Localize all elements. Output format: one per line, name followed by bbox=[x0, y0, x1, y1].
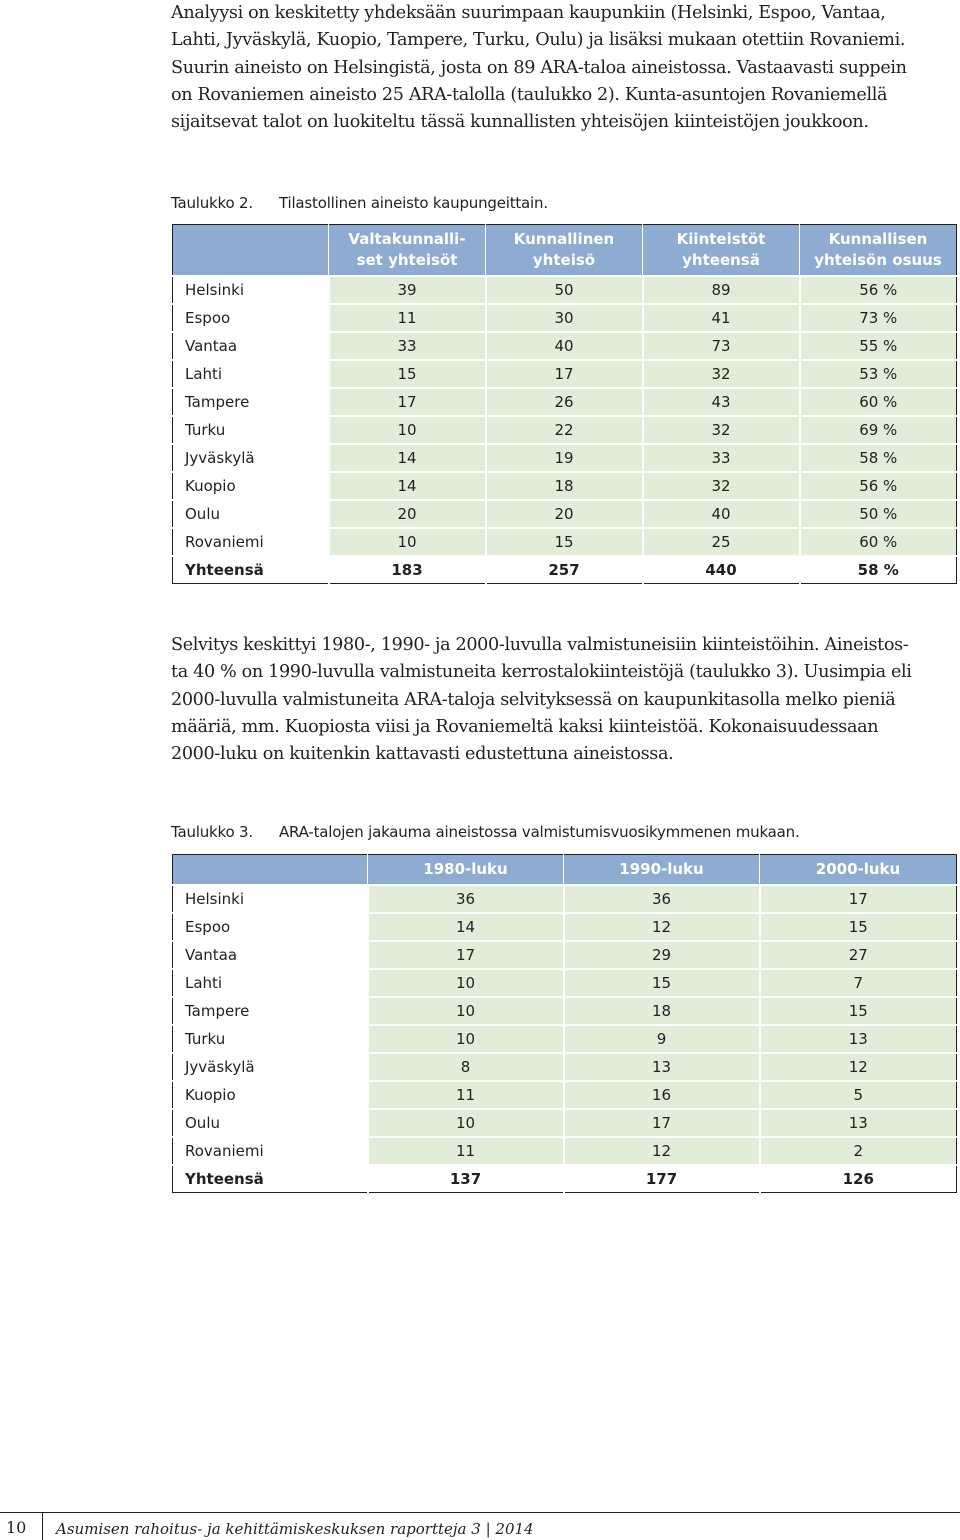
table-cell: 18 bbox=[564, 997, 760, 1025]
table-cell: 56 % bbox=[800, 472, 957, 500]
publication-title: Asumisen rahoitus- ja kehittämiskeskuksen raportteja 3 | 2014 bbox=[56, 1520, 534, 1538]
row-label: Jyväskylä bbox=[173, 444, 329, 472]
intro-line: sijaitsevat talot on luokiteltu tässä kunnallisten yhteisöjen kiinteistöjen joukkoon. bbox=[171, 112, 869, 133]
row-label: Tampere bbox=[173, 997, 368, 1025]
row-label: Oulu bbox=[173, 500, 329, 528]
table2-header-cell: Valtakunnalli- set yhteisöt bbox=[329, 225, 486, 276]
table-cell: 10 bbox=[368, 997, 564, 1025]
row-label: Turku bbox=[173, 1025, 368, 1053]
table-cell: 17 bbox=[486, 360, 643, 388]
table-row bbox=[173, 1081, 957, 1109]
table3-header-cell: 1990-luku bbox=[564, 855, 760, 885]
table-row bbox=[173, 360, 957, 388]
row-label: Rovaniemi bbox=[173, 528, 329, 556]
row-label: Oulu bbox=[173, 1109, 368, 1137]
table-row bbox=[173, 997, 957, 1025]
table-cell: 17 bbox=[329, 388, 486, 416]
total-row bbox=[173, 556, 957, 584]
page-number: 10 bbox=[6, 1518, 27, 1537]
table-cell: 9 bbox=[564, 1025, 760, 1053]
row-label: Tampere bbox=[173, 388, 329, 416]
intro-line: Suurin aineisto on Helsingistä, josta on 89 ARA-taloa aineistossa. Vastaavasti suppein bbox=[171, 57, 907, 78]
page-footer bbox=[0, 1512, 960, 1540]
table-cell: 11 bbox=[368, 1137, 564, 1165]
table-cell: 40 bbox=[643, 500, 800, 528]
table2-caption bbox=[171, 194, 548, 212]
table-cell: 50 % bbox=[800, 500, 957, 528]
table-cell: 14 bbox=[329, 444, 486, 472]
table-cell: 43 bbox=[643, 388, 800, 416]
table-row bbox=[173, 941, 957, 969]
table-cell: 60 % bbox=[800, 528, 957, 556]
table-cell: 53 % bbox=[800, 360, 957, 388]
table-row bbox=[173, 1025, 957, 1053]
total-cell: 440 bbox=[643, 556, 800, 584]
table-cell: 10 bbox=[368, 1025, 564, 1053]
table-cell: 89 bbox=[643, 276, 800, 304]
table-cell: 73 % bbox=[800, 304, 957, 332]
row-label: Kuopio bbox=[173, 1081, 368, 1109]
table-row bbox=[173, 500, 957, 528]
table2-header-row bbox=[173, 225, 957, 276]
table-cell: 16 bbox=[564, 1081, 760, 1109]
table-cell: 29 bbox=[564, 941, 760, 969]
table-row bbox=[173, 444, 957, 472]
table-row bbox=[173, 885, 957, 913]
intro-line: Lahti, Jyväskylä, Kuopio, Tampere, Turku, Oulu) ja lisäksi mukaan otettiin Rovaniemi. bbox=[171, 30, 906, 51]
table-cell: 26 bbox=[486, 388, 643, 416]
table-cell: 15 bbox=[486, 528, 643, 556]
table-cell: 27 bbox=[760, 941, 957, 969]
table-cell: 30 bbox=[486, 304, 643, 332]
table-row bbox=[173, 969, 957, 997]
table-cell: 55 % bbox=[800, 332, 957, 360]
table2-header-cell: Kunnallisen yhteisön osuus bbox=[800, 225, 957, 276]
middle-line: Selvitys keskittyi 1980-, 1990- ja 2000-luvulla valmistuneisiin kiinteistöihin. Aineistos- bbox=[171, 635, 909, 655]
row-label: Helsinki bbox=[173, 276, 329, 304]
table3-caption bbox=[171, 823, 800, 841]
footer-rule bbox=[0, 1512, 960, 1513]
table-cell: 17 bbox=[760, 885, 957, 913]
footer-divider bbox=[42, 1512, 43, 1540]
table-cell: 10 bbox=[368, 1109, 564, 1137]
table-row bbox=[173, 416, 957, 444]
table-row bbox=[173, 1109, 957, 1137]
table-cell: 41 bbox=[643, 304, 800, 332]
table-cell: 15 bbox=[564, 969, 760, 997]
row-label: Vantaa bbox=[173, 941, 368, 969]
intro-line: on Rovaniemen aineisto 25 ARA-talolla (taulukko 2). Kunta-asuntojen Rovaniemellä bbox=[171, 84, 888, 105]
table-cell: 33 bbox=[329, 332, 486, 360]
table-cell: 14 bbox=[368, 913, 564, 941]
table-cell: 20 bbox=[329, 500, 486, 528]
table-cell: 10 bbox=[329, 528, 486, 556]
table3-header-row bbox=[173, 855, 957, 885]
table-cell: 18 bbox=[486, 472, 643, 500]
row-label: Lahti bbox=[173, 360, 329, 388]
table-row bbox=[173, 528, 957, 556]
table-cell: 36 bbox=[368, 885, 564, 913]
intro-line: Analyysi on keskitetty yhdeksään suurimpaan kaupunkiin (Helsinki, Espoo, Vantaa, bbox=[171, 3, 886, 23]
table2-header-corner bbox=[173, 225, 329, 276]
table-cell: 32 bbox=[643, 416, 800, 444]
table-cell: 15 bbox=[760, 913, 957, 941]
table-cell: 13 bbox=[564, 1053, 760, 1081]
table3-caption-text: ARA-talojen jakauma aineistossa valmistumisvuosikymmenen mukaan. bbox=[279, 823, 800, 841]
table-cell: 17 bbox=[368, 941, 564, 969]
middle-line: ta 40 % on 1990-luvulla valmistuneita kerrostalokiinteistöjä (taulukko 3). Uusimpia eli bbox=[171, 662, 912, 683]
table3 bbox=[172, 854, 957, 1193]
row-label: Espoo bbox=[173, 304, 329, 332]
table-cell: 56 % bbox=[800, 276, 957, 304]
table-cell: 73 bbox=[643, 332, 800, 360]
table-cell: 10 bbox=[329, 416, 486, 444]
total-label: Yhteensä bbox=[173, 1165, 368, 1193]
table-cell: 58 % bbox=[800, 444, 957, 472]
row-label: Vantaa bbox=[173, 332, 329, 360]
table2-caption-text: Tilastollinen aineisto kaupungeittain. bbox=[279, 194, 548, 212]
table-cell: 13 bbox=[760, 1109, 957, 1137]
table-cell: 20 bbox=[486, 500, 643, 528]
table3-caption-number: Taulukko 3. bbox=[171, 823, 253, 841]
table-cell: 15 bbox=[760, 997, 957, 1025]
total-cell: 126 bbox=[760, 1165, 957, 1193]
row-label: Espoo bbox=[173, 913, 368, 941]
table-row bbox=[173, 276, 957, 304]
row-label: Lahti bbox=[173, 969, 368, 997]
total-row bbox=[173, 1165, 957, 1193]
table3-header-cell: 1980-luku bbox=[368, 855, 564, 885]
table-cell: 17 bbox=[564, 1109, 760, 1137]
table-cell: 2 bbox=[760, 1137, 957, 1165]
table-cell: 10 bbox=[368, 969, 564, 997]
table-cell: 15 bbox=[329, 360, 486, 388]
middle-line: määriä, mm. Kuopiosta viisi ja Rovaniemeltä kaksi kiinteistöä. Kokonaisuudessaan bbox=[171, 716, 879, 737]
row-label: Jyväskylä bbox=[173, 1053, 368, 1081]
table3-header-corner bbox=[173, 855, 368, 885]
middle-line: 2000-luku on kuitenkin kattavasti edustettuna aineistossa. bbox=[171, 744, 674, 765]
intro-paragraph bbox=[171, 0, 955, 136]
middle-paragraph bbox=[171, 632, 955, 768]
table-row bbox=[173, 388, 957, 416]
row-label: Turku bbox=[173, 416, 329, 444]
table2 bbox=[172, 224, 957, 584]
row-label: Kuopio bbox=[173, 472, 329, 500]
table-cell: 19 bbox=[486, 444, 643, 472]
table-cell: 8 bbox=[368, 1053, 564, 1081]
table-cell: 22 bbox=[486, 416, 643, 444]
table-cell: 11 bbox=[329, 304, 486, 332]
table-row bbox=[173, 332, 957, 360]
table-cell: 5 bbox=[760, 1081, 957, 1109]
table-row bbox=[173, 1053, 957, 1081]
table-row bbox=[173, 304, 957, 332]
table-cell: 25 bbox=[643, 528, 800, 556]
table-row bbox=[173, 1137, 957, 1165]
table-cell: 32 bbox=[643, 360, 800, 388]
row-label: Rovaniemi bbox=[173, 1137, 368, 1165]
total-cell: 177 bbox=[564, 1165, 760, 1193]
table-cell: 69 % bbox=[800, 416, 957, 444]
table-row bbox=[173, 472, 957, 500]
total-cell: 58 % bbox=[800, 556, 957, 584]
table2-header-cell: Kiinteistöt yhteensä bbox=[643, 225, 800, 276]
table-row bbox=[173, 913, 957, 941]
table-cell: 32 bbox=[643, 472, 800, 500]
total-cell: 257 bbox=[486, 556, 643, 584]
table3-header-cell: 2000-luku bbox=[760, 855, 957, 885]
table-cell: 14 bbox=[329, 472, 486, 500]
table-cell: 33 bbox=[643, 444, 800, 472]
total-cell: 137 bbox=[368, 1165, 564, 1193]
table-cell: 13 bbox=[760, 1025, 957, 1053]
table-cell: 7 bbox=[760, 969, 957, 997]
table-cell: 60 % bbox=[800, 388, 957, 416]
total-cell: 183 bbox=[329, 556, 486, 584]
table-cell: 11 bbox=[368, 1081, 564, 1109]
total-label: Yhteensä bbox=[173, 556, 329, 584]
table-cell: 50 bbox=[486, 276, 643, 304]
table-cell: 40 bbox=[486, 332, 643, 360]
table-cell: 12 bbox=[564, 1137, 760, 1165]
table-cell: 12 bbox=[760, 1053, 957, 1081]
table-cell: 36 bbox=[564, 885, 760, 913]
table2-caption-number: Taulukko 2. bbox=[171, 194, 253, 212]
row-label: Helsinki bbox=[173, 885, 368, 913]
middle-line: 2000-luvulla valmistuneita ARA-taloja selvityksessä on kaupunkitasolla melko pieniä bbox=[171, 689, 896, 710]
table-cell: 39 bbox=[329, 276, 486, 304]
table-cell: 12 bbox=[564, 913, 760, 941]
table2-header-cell: Kunnallinen yhteisö bbox=[486, 225, 643, 276]
